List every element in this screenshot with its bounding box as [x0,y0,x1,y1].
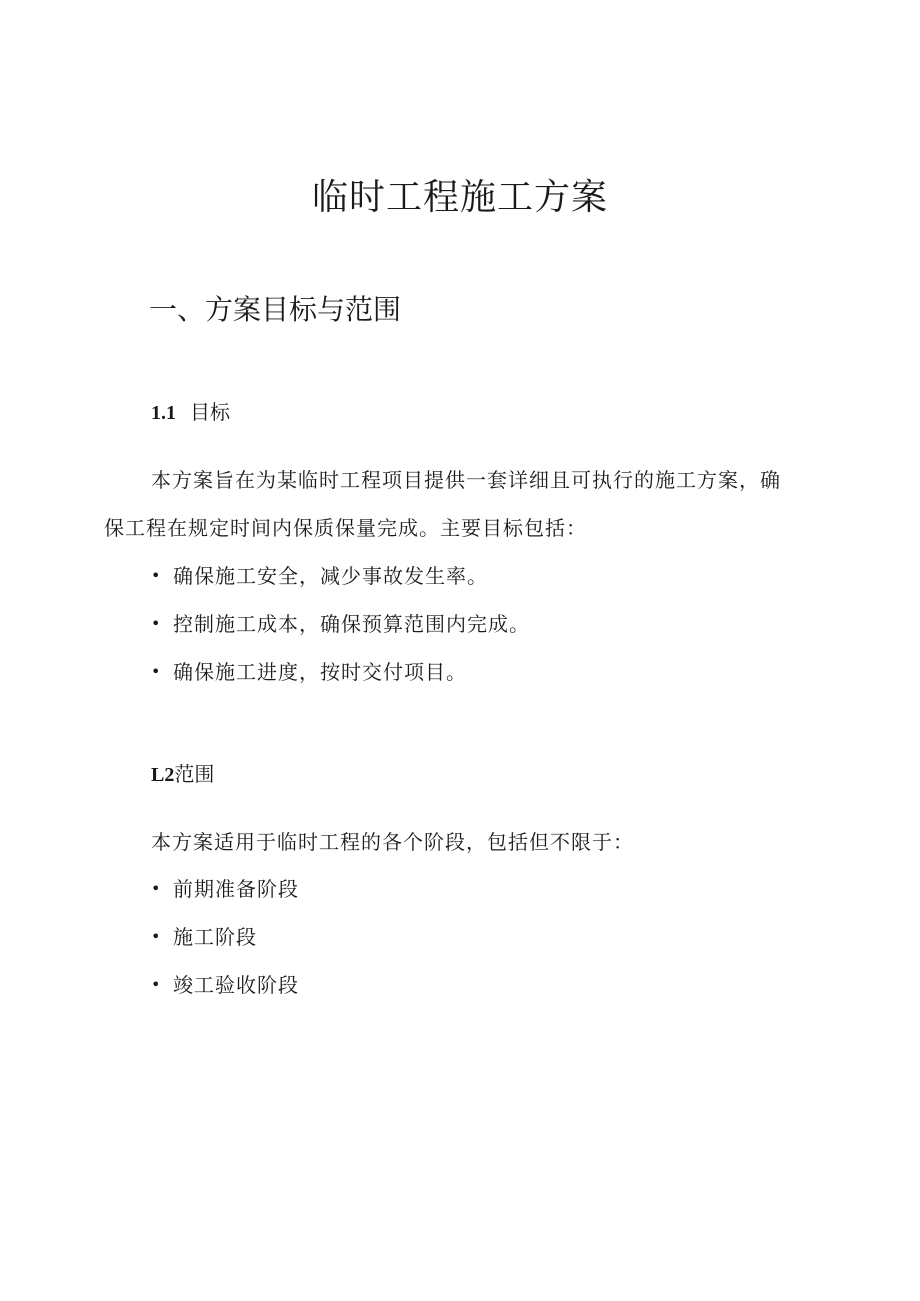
list-item-text: 确保施工进度，按时交付项目。 [173,660,467,684]
bullet-glyph: • [151,566,162,585]
bullet-glyph: • [151,662,162,681]
list-item [151,913,299,961]
document-title: 临时工程施工方案 [311,177,608,218]
bullet-glyph: • [151,879,162,898]
subsection-label: 范围 [174,762,215,786]
subsection-label: 目标 [190,400,230,424]
list-item-text: 确保施工安全，减少事故发生率。 [173,564,488,588]
scope-list [151,865,299,1009]
goal-paragraph: 本方案旨在为某临时工程项目提供一套详细且可执行的施工方案，确保工程在规定时间内保质保量完成。主要目标包括： [104,468,781,540]
list-item [151,648,530,696]
section-heading: 一、方案目标与范围 [149,293,402,326]
subsection-heading-scope [151,761,214,788]
bullet-glyph: • [151,927,162,946]
bullet-glyph: • [151,975,162,994]
list-item [151,600,530,648]
subsection-number: L2 [151,764,175,786]
list-item-text: 前期准备阶段 [173,877,299,901]
list-item-text: 施工阶段 [173,925,257,949]
list-item [151,865,299,913]
list-item-text: 竣工验收阶段 [173,973,299,997]
list-item-text: 控制施工成本，确保预算范围内完成。 [173,612,530,636]
scope-paragraph: 本方案适用于临时工程的各个阶段，包括但不限于： [151,830,634,854]
list-item [151,961,299,1009]
subsection-number: 1.1 [151,402,176,424]
bullet-glyph: • [151,614,162,633]
goal-list [151,552,530,696]
list-item [151,552,530,600]
subsection-heading-goal [151,399,230,426]
